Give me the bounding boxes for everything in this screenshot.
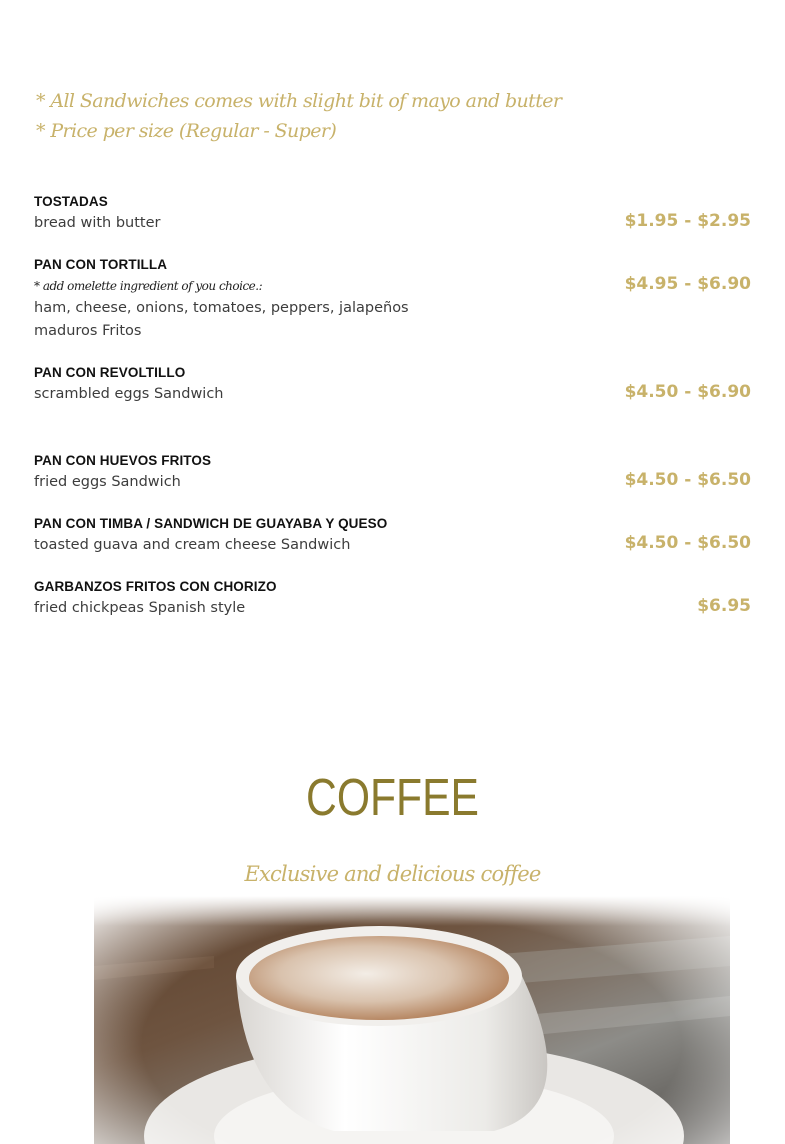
item-price: $4.95 - $6.90 — [624, 274, 751, 294]
cappuccino-photo — [94, 896, 730, 1144]
item-description: ham, cheese, onions, tomatoes, peppers, jalapeños — [34, 300, 409, 316]
item-price: $1.95 - $2.95 — [624, 211, 751, 231]
menu-item-tostadas — [34, 192, 751, 235]
item-price: $4.50 - $6.50 — [624, 533, 751, 553]
item-description: scrambled eggs Sandwich — [34, 386, 224, 402]
item-description: fried chickpeas Spanish style — [34, 600, 246, 616]
note-price-size: * Price per size (Regular - Super) — [36, 120, 337, 142]
item-price: $4.50 - $6.50 — [624, 470, 751, 490]
item-description-line-2: maduros Fritos — [34, 323, 142, 339]
item-price: $4.50 - $6.90 — [624, 382, 751, 402]
coffee-section-subtitle: Exclusive and delicious coffee — [244, 862, 541, 886]
item-description: toasted guava and cream cheese Sandwich — [34, 537, 351, 553]
menu-item-pan-con-revoltillo — [34, 363, 751, 406]
item-title: PAN CON REVOLTILLO — [34, 365, 186, 380]
menu-item-pan-con-timba — [34, 514, 751, 557]
item-note: * add omelette ingredient of you choice.: — [34, 279, 263, 293]
coffee-section-title: COFFEE — [306, 769, 479, 827]
item-description: bread with butter — [34, 215, 161, 231]
menu-item-garbanzos-fritos — [34, 577, 751, 620]
item-title: TOSTADAS — [34, 194, 108, 209]
item-description: fried eggs Sandwich — [34, 474, 181, 490]
item-price: $6.95 — [697, 596, 751, 616]
note-mayo-butter: * All Sandwiches comes with slight bit of mayo and butter — [36, 90, 562, 112]
item-title: PAN CON HUEVOS FRITOS — [34, 453, 212, 468]
menu-item-pan-con-tortilla — [34, 255, 751, 343]
menu-item-pan-con-huevos-fritos — [34, 451, 751, 494]
item-title: PAN CON TORTILLA — [34, 257, 168, 272]
item-title: GARBANZOS FRITOS CON CHORIZO — [34, 579, 277, 594]
item-title: PAN CON TIMBA / SANDWICH DE GUAYABA Y QUESO — [34, 516, 388, 531]
menu-notes — [36, 86, 561, 146]
